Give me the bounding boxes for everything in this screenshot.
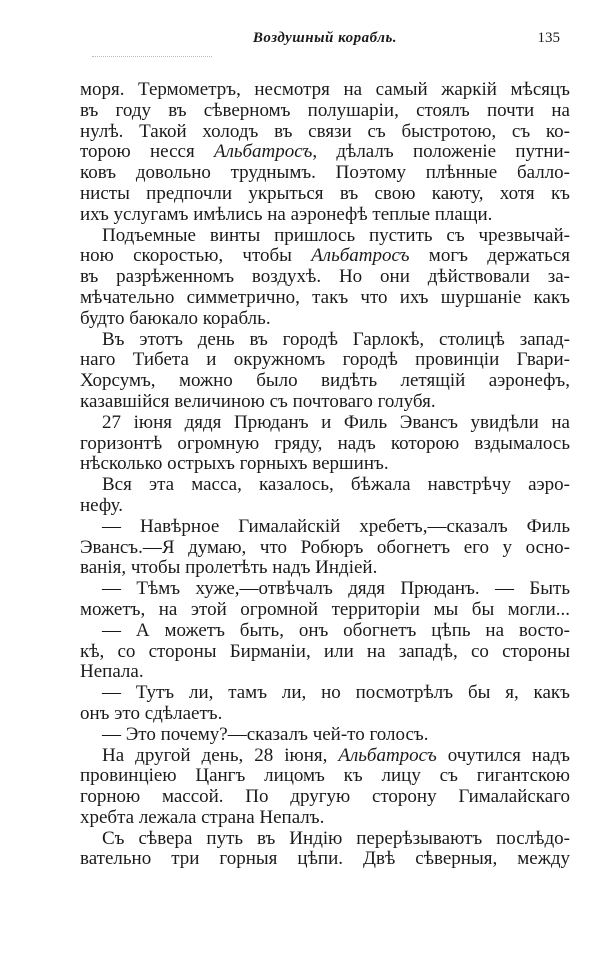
text-segment: вательно три горныя цѣпи. Двѣ сѣверныя, между — [80, 848, 570, 870]
text-segment: — Тѣмъ хуже,—отвѣчалъ дядя Прюданъ. — Быть — [102, 578, 570, 600]
text-line — [80, 746, 570, 767]
text-segment: — Это почему?—сказалъ чей-то голосъ. — [102, 723, 429, 745]
text-line — [80, 226, 570, 247]
page-number: 135 — [537, 30, 560, 46]
text-line — [80, 330, 570, 351]
text-segment: нефу. — [80, 494, 124, 516]
header-rule — [92, 56, 212, 57]
text-line — [80, 600, 570, 621]
text-segment: Непала. — [80, 661, 144, 683]
text-line — [80, 454, 570, 475]
text-line — [80, 163, 570, 184]
text-line — [80, 517, 570, 538]
text-segment: очутился надъ — [436, 744, 570, 766]
text-segment: будто баюкало корабль. — [80, 307, 271, 329]
text-line — [80, 829, 570, 850]
text-line — [80, 787, 570, 808]
text-segment: На другой день, 28 іюня, — [102, 744, 339, 766]
text-segment: ванія, чтобы пролетѣть надъ Индіей. — [80, 557, 378, 579]
text-segment: Хорсумъ, можно было видѣть летящій аэронефъ, — [80, 370, 570, 392]
text-line — [80, 621, 570, 642]
text-line — [80, 371, 570, 392]
text-segment: провинціею Цангъ лицомъ къ лицу съ гигантскою — [80, 765, 570, 787]
text-segment: наго Тибета и окружномъ городѣ провинціи Гвари- — [80, 349, 570, 371]
text-line — [80, 434, 570, 455]
text-line — [80, 142, 570, 163]
text-line — [80, 683, 570, 704]
text-line — [80, 725, 570, 746]
text-line — [80, 392, 570, 413]
text-line — [80, 246, 570, 267]
text-segment: могъ держаться — [409, 245, 571, 267]
text-line — [80, 849, 570, 870]
text-line — [80, 538, 570, 559]
italic-ship-name: Альбатросъ — [311, 245, 410, 267]
italic-ship-name: Альбатросъ — [213, 141, 313, 163]
text-segment: Въ этотъ день въ городѣ Гарлокѣ, столицѣ запад- — [102, 328, 570, 350]
text-line — [80, 766, 570, 787]
italic-ship-name: Альбатросъ — [338, 744, 437, 766]
text-line — [80, 808, 570, 829]
text-line — [80, 475, 570, 496]
text-line — [80, 101, 570, 122]
text-line — [80, 288, 570, 309]
text-segment: горизонтѣ огромную гряду, надъ которою вздымалось — [80, 432, 570, 454]
text-line — [80, 496, 570, 517]
text-segment: — Навѣрное Гималайскій хребетъ,—сказалъ Филь — [102, 515, 570, 537]
text-segment: горною массой. По другую сторону Гималайскаго — [80, 786, 570, 808]
text-line — [80, 704, 570, 725]
text-line — [80, 205, 570, 226]
text-segment: хребта лежала страна Непалъ. — [80, 806, 325, 828]
page-body-text — [80, 80, 570, 870]
text-line — [80, 80, 570, 101]
page-header — [80, 30, 570, 52]
text-segment: Эвансъ.—Я думаю, что Робюръ обогнетъ его у осно- — [80, 536, 570, 558]
text-line — [80, 413, 570, 434]
text-segment: въ году въ сѣверномъ полушаріи, стоялъ почти на — [80, 99, 570, 121]
text-line — [80, 662, 570, 683]
text-segment: 27 іюня дядя Прюданъ и Филь Эвансъ увидѣли на — [102, 411, 570, 433]
text-line — [80, 122, 570, 143]
text-segment: — Тутъ ли, тамъ ли, но посмотрѣлъ бы я, какъ — [102, 682, 570, 704]
text-line — [80, 642, 570, 663]
text-segment: моря. Термометръ, несмотря на самый жаркій мѣсяцъ — [80, 79, 570, 100]
text-segment: онъ это сдѣлаетъ. — [80, 702, 223, 724]
text-line — [80, 350, 570, 371]
text-line — [80, 309, 570, 330]
text-line — [80, 558, 570, 579]
text-line — [80, 184, 570, 205]
text-segment: ихъ услугамъ имѣлись на аэронефѣ теплые плащи. — [80, 203, 493, 225]
text-segment: нулѣ. Такой холодъ въ связи съ быстротою, съ ко- — [80, 120, 570, 142]
text-segment: ною скоростью, чтобы — [80, 245, 312, 267]
text-segment: торою несся — [80, 141, 214, 163]
text-segment: казавшійся величиною съ почтоваго голубя. — [80, 390, 436, 412]
text-segment: кѣ, со стороны Бирманіи, или на западѣ, со стороны — [80, 640, 570, 662]
text-segment: мѣчательно симметрично, такъ что ихъ шуршаніе какъ — [80, 286, 570, 308]
running-title: Воздушный корабль. — [252, 30, 398, 46]
text-line — [80, 579, 570, 600]
text-segment: , дѣлалъ положеніе путни- — [312, 141, 570, 163]
text-segment: нѣсколько острыхъ горныхъ вершинъ. — [80, 453, 389, 475]
text-segment: въ разрѣженномъ воздухѣ. Но они дѣйствовали за- — [80, 266, 570, 288]
text-segment: — А можетъ быть, онъ обогнетъ цѣпь на восто- — [102, 619, 570, 641]
text-line — [80, 267, 570, 288]
text-segment: Съ сѣвера путь въ Индію перерѣзываютъ послѣдо- — [102, 827, 570, 849]
text-segment: Подъемные винты пришлось пустить съ чрезвычай- — [102, 224, 570, 246]
text-segment: нисты предпочли укрыться въ свою каюту, хотя къ — [80, 182, 570, 204]
text-segment: можетъ, на этой огромной территоріи мы бы могли... — [80, 598, 570, 620]
text-segment: ковъ довольно труднымъ. Поэтому плѣнные балло- — [80, 162, 570, 184]
text-segment: Вся эта масса, казалось, бѣжала навстрѣчу аэро- — [102, 474, 570, 496]
